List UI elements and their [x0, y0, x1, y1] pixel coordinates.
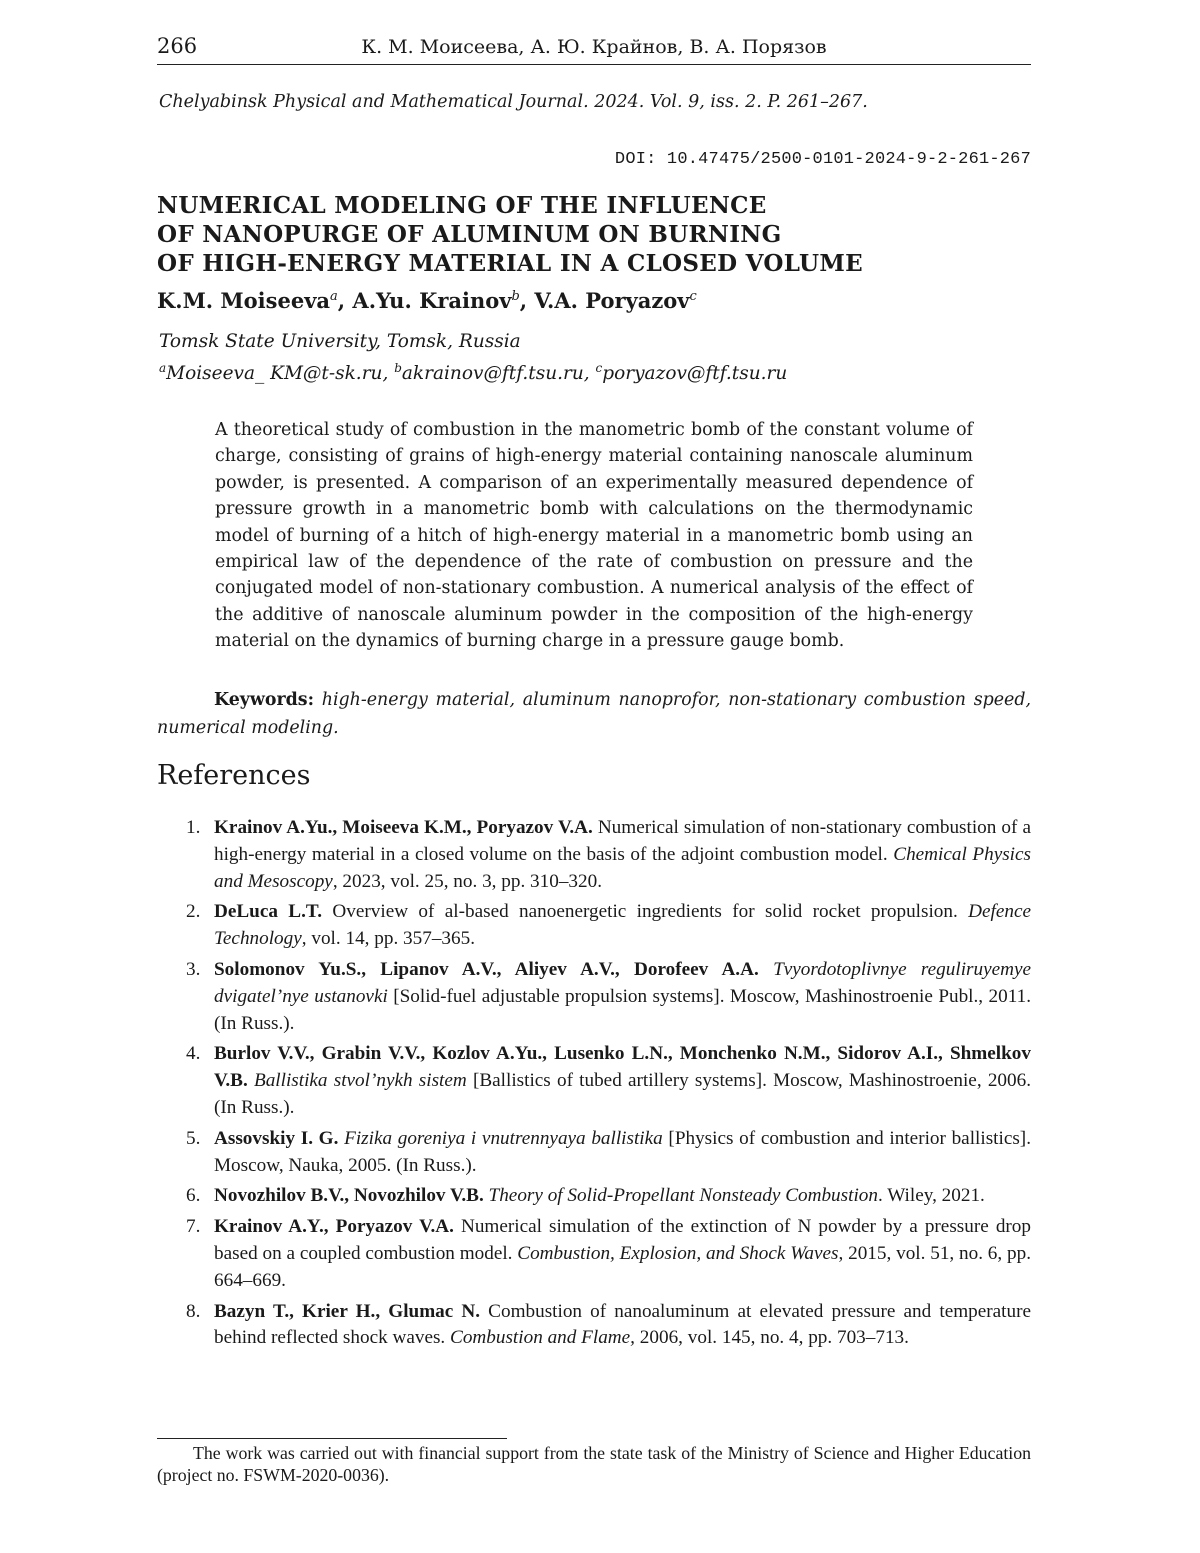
reference-number: 6.: [186, 1185, 201, 1207]
reference-item: [157, 899, 1031, 953]
funding-footnote: The work was carried out with financial support from the state task of the Ministry of Science and Higher Education (project no. FSWM-2020-0036).: [157, 1443, 1031, 1485]
reference-details: . Wiley, 2021.: [877, 1185, 985, 1207]
paper-title: [157, 191, 957, 278]
running-head: К. М. Моисеева, А. Ю. Крайнов, В. А. Порязов: [361, 36, 827, 58]
reference-item: [157, 957, 1031, 1037]
reference-item: [157, 1183, 1031, 1210]
reference-source: Combustion and Flame,: [450, 1327, 635, 1349]
email-link[interactable]: akrainov@ftf.tsu.ru: [401, 363, 584, 385]
running-header: [157, 32, 1031, 65]
reference-source: Defence Technology: [214, 901, 1031, 950]
reference-details: [Solid-fuel adjustable propulsion systems]. Moscow, Mashinostroenie Publ., 2011. (In Russ.).: [214, 985, 1031, 1034]
reference-item: [157, 815, 1031, 895]
reference-details: , vol. 14, pp. 357–365.: [301, 928, 475, 950]
author-name: A.Yu. Krainov: [352, 288, 512, 313]
journal-citation: Chelyabinsk Physical and Mathematical Journal. 2024. Vol. 9, iss. 2. P. 261–267.: [159, 92, 868, 112]
reference-authors: DeLuca L.T.: [214, 901, 323, 923]
reference-text: [759, 959, 773, 980]
references-heading: References: [157, 760, 311, 791]
reference-list: [157, 815, 1031, 1356]
reference-details: [Ballistics of tubed artillery systems]. Moscow, Mashinostroenie, 2006. (In Russ.).: [214, 1070, 1031, 1118]
reference-text: Numerical simulation of the extinction of N powder by a pressure drop based on a coupled combustion model.: [214, 1216, 1031, 1264]
reference-source: Fizika goreniya i vnutrennyaya ballistika: [344, 1127, 663, 1149]
reference-details: , 2015, vol. 51, no. 6, pp. 664–669.: [214, 1242, 1031, 1291]
reference-item: [157, 1299, 1031, 1353]
reference-item: [157, 1126, 1031, 1180]
reference-text: Overview of al-based nanoenergetic ingredients for solid rocket propulsion.: [322, 901, 969, 923]
reference-source: Theory of Solid-Propellant Nonsteady Combustion: [488, 1185, 878, 1207]
page-number: 266: [157, 34, 198, 58]
reference-item: [157, 1041, 1031, 1121]
reference-authors: Krainov A.Y., Poryazov V.A.: [214, 1216, 454, 1238]
reference-number: 1.: [186, 817, 201, 838]
reference-item: [157, 1214, 1031, 1294]
title-line: NUMERICAL MODELING OF THE INFLUENCE: [157, 192, 767, 219]
author-name: K.M. Moiseeva: [157, 288, 331, 313]
reference-text: Combustion of nanoaluminum at elevated pressure and temperature behind reflected shock waves.: [214, 1300, 1031, 1349]
reference-number: 2.: [186, 901, 201, 923]
reference-details: [Physics of combustion and interior ballistics]. Moscow, Nauka, 2005. (In Russ.).: [214, 1127, 1031, 1176]
author-mark: b: [511, 289, 520, 304]
email-mark: c: [595, 361, 603, 375]
reference-number: 4.: [186, 1043, 201, 1065]
email-link[interactable]: poryazov@ftf.tsu.ru: [602, 363, 788, 385]
reference-details: 2006, vol. 145, no. 4, pp. 703–713.: [634, 1327, 909, 1349]
keywords: [157, 686, 1031, 742]
reference-source: Tvyordotoplivnye reguliruyemye dvigatel’nye ustanovki: [214, 958, 1032, 1007]
doi: DOI: 10.47475/2500-0101-2024-9-2-261-267: [614, 150, 1031, 169]
reference-source: Ballistika stvol’nykh sistem: [253, 1070, 467, 1092]
reference-number: 3.: [186, 958, 201, 980]
author-mark: a: [330, 289, 338, 304]
abstract: A theoretical study of combustion in the manometric bomb of the constant volume of charge, consisting of grains of high-energy material containing nanoscale aluminum powder, is presented. A comparison of an experimentally measured dependence of pressure growth in a manometric bomb with calculations on the thermodynamic model of burning of a hitch of high-energy material in a manometric bomb using an empirical law of the dependence of the rate of combustion on pressure and the conjugated model of non-stationary combustion. A numerical analysis of the effect of the additive of nanoscale aluminum powder in the composition of the high-energy material on the dynamics of burning charge in a pressure gauge bomb.: [215, 420, 973, 652]
affiliation: Tomsk State University, Tomsk, Russia: [159, 331, 521, 352]
reference-authors: Solomonov Yu.S., Lipanov A.V., Aliyev A.V., Dorofeev A.A.: [214, 958, 759, 980]
footnote-divider: [157, 1438, 507, 1439]
email-mark: b: [394, 361, 402, 375]
reference-details: , 2023, vol. 25, no. 3, pp. 310–320.: [332, 870, 602, 892]
email-mark: a: [159, 361, 167, 375]
reference-number: 8.: [186, 1300, 201, 1322]
reference-text: Numerical simulation of non-stationary combustion of a high-energy material in a closed volume on the basis of the adjoint combustion model.: [214, 817, 1031, 865]
reference-authors: Krainov A.Yu., Moiseeva K.M., Poryazov V.A.: [214, 817, 593, 838]
keywords-label: Keywords:: [214, 690, 315, 710]
reference-authors: Burlov V.V., Grabin V.V., Kozlov A.Yu., Lusenko L.N., Monchenko N.M., Sidorov A.I., Shmelkov V.B.: [214, 1043, 1031, 1092]
author-list: K.M. Moiseeva$^a$, A.Yu. Krainov$^b$, V.A. Poryazov$^c$: [157, 288, 697, 313]
title-line: OF HIGH-ENERGY MATERIAL IN A CLOSED VOLUME: [157, 250, 863, 277]
reference-authors: Assovskiy I. G.: [214, 1127, 339, 1149]
keywords-text: high-energy material, aluminum nanoprofor, non-stationary combustion speed, numerical modeling.: [157, 690, 1032, 738]
reference-number: 7.: [186, 1216, 201, 1238]
author-mark: c: [689, 289, 697, 304]
author-name: V.A. Poryazov: [534, 288, 690, 313]
reference-source: Chemical Physics and Mesoscopy: [214, 843, 1031, 892]
email-link[interactable]: Moiseeva_ KM@t-sk.ru: [166, 363, 383, 385]
reference-authors: Novozhilov B.V., Novozhilov V.B.: [214, 1185, 484, 1207]
reference-authors: Bazyn T., Krier H., Glumac N.: [214, 1300, 481, 1322]
reference-source: Combustion, Explosion, and Shock Waves: [517, 1242, 839, 1264]
title-line: OF NANOPURGE OF ALUMINUM ON BURNING: [157, 221, 782, 248]
author-emails: $^a$Moiseeva_ KM@t-sk.ru, $^b$akrainov@ftf.tsu.ru, $^c$poryazov@ftf.tsu.ru: [159, 361, 788, 385]
reference-number: 5.: [186, 1127, 201, 1149]
